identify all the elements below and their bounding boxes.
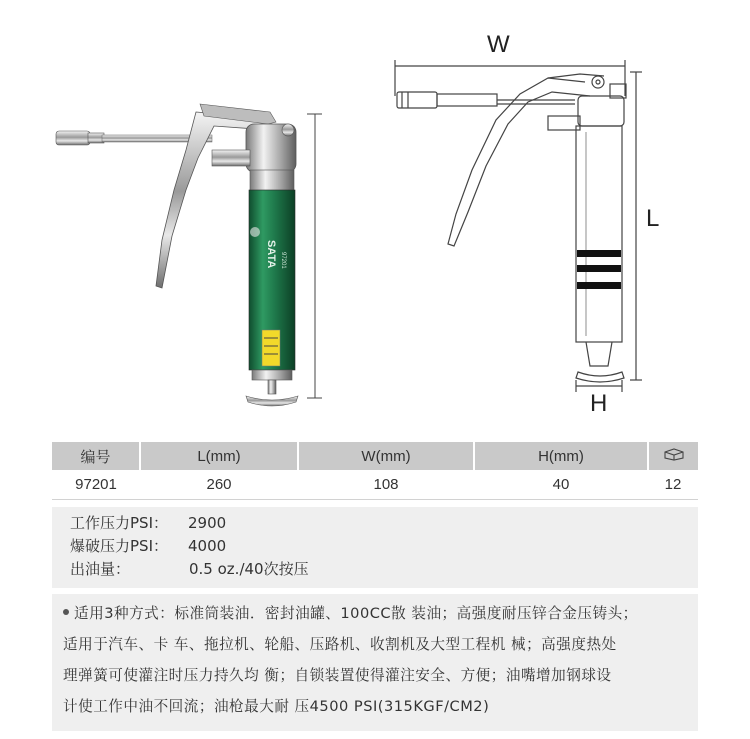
- brand-logo: SATA: [265, 240, 277, 269]
- spec-table: [52, 442, 698, 500]
- width-label: W: [487, 31, 510, 58]
- feature-description: [52, 594, 698, 731]
- output-row: [70, 558, 309, 580]
- output-value: 0.5 oz./40次按压: [189, 560, 309, 578]
- output-label: 出油量：: [70, 560, 131, 578]
- burst-pressure-value: 4000: [188, 537, 227, 555]
- pressure-specs: [52, 507, 698, 588]
- header-package: [648, 442, 698, 470]
- barrel-model-mark: 97201: [280, 252, 286, 269]
- cell-code: 97201: [52, 470, 140, 499]
- cell-length: 260: [140, 470, 298, 499]
- header-code: 编号: [52, 442, 140, 470]
- cell-height: 40: [474, 470, 648, 499]
- feature-line: 适用3种方式：标准筒装油．密封油罐、100CC散 装油；高强度耐压锌合金压铸头；: [63, 602, 638, 623]
- header-length: L(mm): [140, 442, 298, 470]
- height-label: H: [590, 390, 608, 417]
- cell-width: 108: [298, 470, 474, 499]
- grease-gun-photo: [56, 104, 322, 406]
- table-row: [52, 470, 698, 499]
- feature-line: 适用于汽车、卡 车、拖拉机、轮船、压路机、收割机及大型工程机 械；高强度热处: [63, 636, 617, 653]
- header-width: W(mm): [298, 442, 474, 470]
- working-pressure-row: [70, 512, 226, 534]
- length-label: L: [646, 205, 660, 232]
- burst-pressure-label: 爆破压力PSI：: [70, 537, 168, 555]
- cell-package-qty: 12: [648, 470, 698, 499]
- burst-pressure-row: [70, 535, 226, 557]
- feature-line: 计使工作中油不回流；油枪最大耐 压4500 PSI(315KGF/CM2): [63, 698, 490, 715]
- technical-drawing: [395, 60, 642, 392]
- spec-table-header: [52, 442, 698, 470]
- feature-line: 理弹簧可使灌注时压力持久均 衡；自锁装置使得灌注安全、方便；油嘴增加钢球设: [63, 667, 612, 684]
- header-height: H(mm): [474, 442, 648, 470]
- working-pressure-value: 2900: [188, 514, 227, 532]
- working-pressure-label: 工作压力PSI：: [70, 514, 168, 532]
- box-icon: [663, 447, 685, 461]
- bullet-icon: [63, 609, 69, 615]
